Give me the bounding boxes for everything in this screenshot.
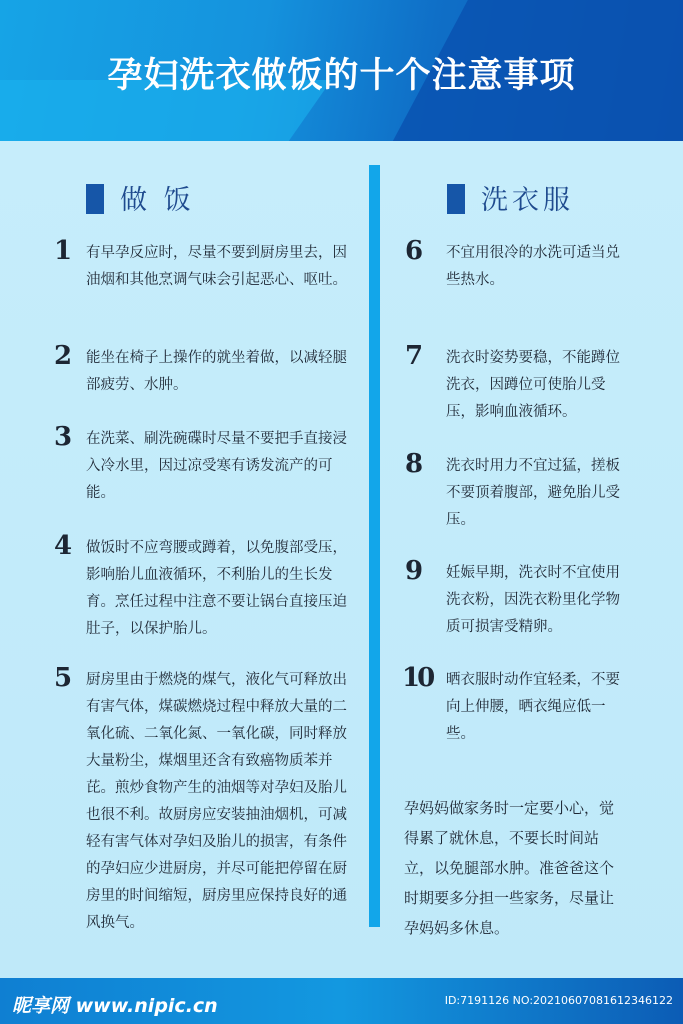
right-column-heading xyxy=(447,178,574,217)
left-column-heading xyxy=(86,178,195,217)
item-text: 有早孕反应时，尽量不要到厨房里去，因油烟和其他烹调气味会引起恶心、呕吐。 xyxy=(86,245,347,288)
item-number: 2 xyxy=(54,341,73,371)
watermark-id: ID:7191126 NO:20210607081612346122 xyxy=(444,994,673,1007)
item-text: 妊娠早期，洗衣时不宜使用洗衣粉，因洗衣粉里化学物质可损害受精卵。 xyxy=(446,565,620,635)
item-number: 9 xyxy=(405,556,424,586)
item-text: 在洗菜、刷洗碗碟时尽量不要把手直接浸入冷水里，因过凉受寒有诱发流产的可能。 xyxy=(86,431,347,501)
closing-note: 孕妈妈做家务时一定要小心，觉得累了就休息，不要长时间站立，以免腿部水肿。准爸爸这个时期要多分担一些家务，尽量让孕妈妈多休息。 xyxy=(404,799,615,937)
heading-bar-icon xyxy=(86,184,104,214)
item-number: 5 xyxy=(54,663,73,693)
item-text: 做饭时不应弯腰或蹲着，以免腹部受压，影响胎儿血液循环，不利胎儿的生长发育。烹任过程中注意不要让锅台直接压迫肚子，以保护胎儿。 xyxy=(86,540,347,637)
heading-bar-icon xyxy=(447,184,465,214)
item-text: 厨房里由于燃烧的煤气，液化气可释放出有害气体，煤碳燃烧过程中释放大量的二氧化硫、二氧化氮、一氧化碳，同时释放大量粉尘，煤烟里还含有致癌物质苯并芘。煎炒食物产生的油烟等对孕妇及胎儿也很不利。故厨房应安装抽油烟机，可减轻有害气体对孕妇及胎儿的损害，有条件的孕妇应少进厨房，并尽可能把停留在厨房里的时间缩短，厨房里应保持良好的通风换气。 xyxy=(86,672,347,931)
item-text: 洗衣时用力不宜过猛，搓板不要顶着腹部，避免胎儿受压。 xyxy=(446,458,620,528)
site-logo: 昵享网 www.nipic.cn xyxy=(12,995,218,1017)
item-number: 10 xyxy=(402,663,433,693)
item-number: 7 xyxy=(405,341,424,371)
item-number: 6 xyxy=(405,236,424,266)
item-number: 1 xyxy=(54,236,73,266)
right-heading-text: 洗衣服 xyxy=(481,185,574,216)
column-divider xyxy=(369,165,380,927)
item-number: 8 xyxy=(405,449,424,479)
item-text: 能坐在椅子上操作的就坐着做，以减轻腿部疲劳、水肿。 xyxy=(86,350,347,393)
item-number: 4 xyxy=(54,531,73,561)
page-title: 孕妇洗衣做饭的十个注意事项 xyxy=(107,55,576,96)
item-text: 不宜用很冷的水洗可适当兑些热水。 xyxy=(446,245,620,288)
item-text: 晒衣服时动作宜轻柔，不要向上伸腰，晒衣绳应低一些。 xyxy=(446,672,620,742)
left-heading-text: 做 饭 xyxy=(120,185,195,216)
item-text: 洗衣时姿势要稳，不能蹲位洗衣，因蹲位可使胎儿受压，影响血液循环。 xyxy=(446,350,620,420)
footer-bar xyxy=(0,978,683,1024)
item-number: 3 xyxy=(54,422,73,452)
